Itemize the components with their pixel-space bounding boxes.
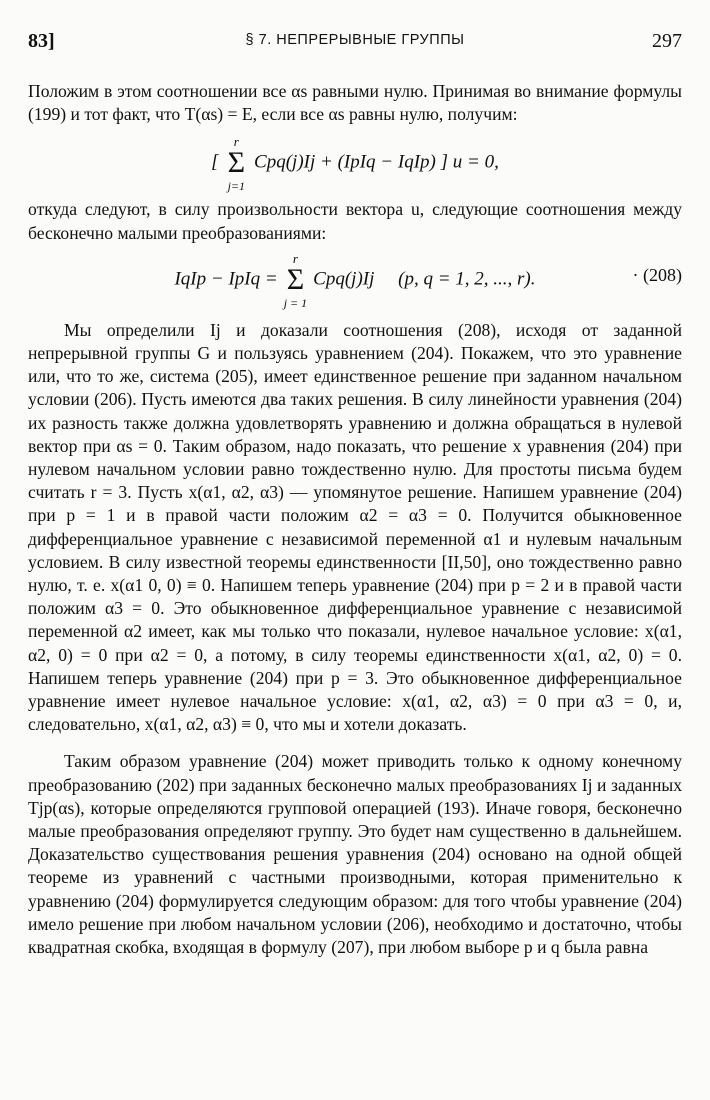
book-page bbox=[28, 30, 682, 959]
sum-symbol: r Σ j=1 bbox=[223, 148, 249, 178]
paragraph-1: Положим в этом соотношении все αs равными нулю. Принимая во внимание формулы (199) и тот факт, что T(αs) = E, если все αs равны нулю, получим: bbox=[28, 81, 682, 125]
formula-208 bbox=[28, 247, 682, 319]
running-title: § 7. НЕПРЕРЫВНЫЕ ГРУППЫ bbox=[245, 32, 465, 48]
formula-bracket-sum bbox=[28, 130, 682, 198]
formula-1-bracket-open: [ bbox=[211, 151, 219, 173]
formula-1-body: Cpq(j)Ij + (IpIq − IqIp) bbox=[254, 151, 436, 173]
sum-upper-limit: r bbox=[233, 134, 239, 150]
paragraph-2: откуда следуют, в силу произвольности вектора u, следующие соотношения между бесконечно малыми преобразованиями: bbox=[28, 199, 682, 243]
paragraph-3: Мы определили Ij и доказали соотношения (208), исходя от заданной непрерывной группы G и пользуясь уравнением (204). Покажем, что это уравнение или, что то же, система (205), имеет единственное решение при заданном начальном условии (206). Пусть имеются два таких решения. В силу линейности уравнения (204) их разность также должна удовлетворять уравнению и должна обращаться в нулевой вектор при αs = 0. Таким образом, надо показать, что решение x уравнения (204) при нулевом начальном условии равно тождественно нулю. Для простоты письма будем считать r = 3. Пусть x(α1, α2, α3) — упомянутое решение. Напишем уравнение (204) при p = 1 и в правой части положим α2 = α3 = 0. Получится обыкновенное дифференциальное уравнение с независимой переменной α1 и нулевым начальным условием. В силу известной теоремы единственности [II,50], оно тождественно равно нулю, т. е. x(α1 0, 0) ≡ 0. Напишем теперь уравнение (204) при p = 2 и в правой части положим α3 = 0. Это обыкновенное дифференциальное уравнение с независимой переменной α2 имеет, как мы только что показали, нулевое начальное условие: x(α1, α2, 0) = 0 при α2 = 0, а потому, в силу теоремы единственности x(α1, α2, 0) = 0. Напишем теперь уравнение (204) при p = 3. Это обыкновенное дифференциальное уравнение имеет нулевое начальное условие: x(α1, α2, α3) = 0 при α3 = 0, и, следовательно, x(α1, α2, α3) ≡ 0, что мы и хотели доказать. bbox=[28, 319, 682, 735]
page-header bbox=[28, 30, 682, 58]
formula-2-body: Cpq(j)Ij bbox=[313, 268, 375, 290]
equation-number: · (208) bbox=[632, 264, 682, 285]
sum-lower-limit: j=1 bbox=[227, 179, 246, 194]
sum-upper-limit: r bbox=[292, 250, 298, 266]
formula-1-bracket-close: ] u = 0, bbox=[440, 151, 499, 173]
sum-symbol: r Σ j = 1 bbox=[282, 265, 308, 295]
paragraph-4: Таким образом уравнение (204) может приводить только к одному конечному преобразованию (202) при заданных бесконечно малых преобразованиях Ij и заданных Tjp(αs), которые определяются групповой операцией (193). Иначе говоря, бесконечно малые преобразования определяют группу. Это будет нам существенно в дальнейшем. Доказательство существования решения уравнения (204) основано на одной общей теореме из уравнений с частными производными, которая применительно к уравнению (204) формулируется следующим образом: для того чтобы уравнение (204) имело решение при любом начальном условии (206), необходимо и достаточно, чтобы квадратная скобка, входящая в формулу (207), при любом выборе p и q была равна bbox=[28, 751, 682, 958]
formula-2-lhs: IqIp − IpIq = bbox=[174, 268, 278, 290]
section-number: 83] bbox=[28, 30, 55, 52]
sum-lower-limit: j = 1 bbox=[283, 295, 308, 310]
formula-2-condition: (p, q = 1, 2, ..., r). bbox=[398, 268, 536, 290]
page-number: 297 bbox=[652, 30, 682, 52]
